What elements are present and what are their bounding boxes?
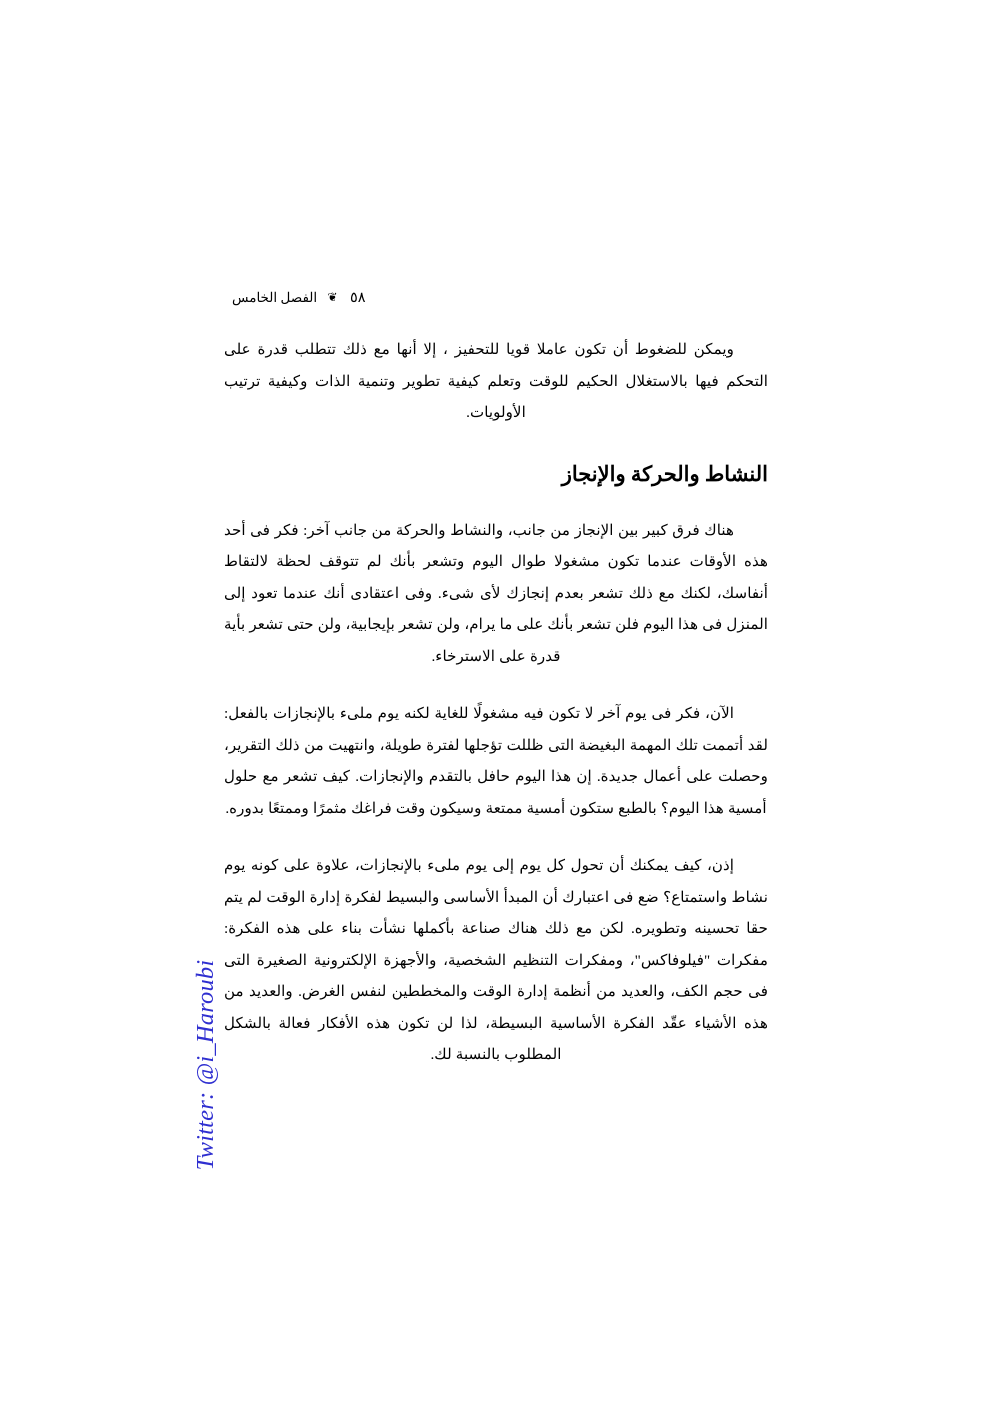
text-column: [224, 334, 768, 1071]
running-head-chapter-label: الفصل الخامس: [232, 290, 318, 305]
body-paragraph-1: ويمكن للضغوط أن تكون عاملا قويا للتحفيز ، إلا أنها مع ذلك تتطلب قدرة على التحكم فيها بالاستغلال الحكيم للوقت وتعلم كيفية تطوير وتنمية الذات وكيفية ترتيب الأولويات.: [224, 341, 768, 421]
running-head: [232, 288, 768, 308]
running-head-inner: [232, 288, 366, 308]
body-paragraph-4: إذن، كيف يمكنك أن تحول كل يوم إلى يوم ملىء بالإنجازات، علاوة على كونه يوم نشاط واستمتاع؟ ضع فى اعتبارك أن المبدأ الأساسى والبسيط لفكرة إدارة الوقت لم يتم حقا تحسينه وتطويره. لكن مع ذلك هناك صناعة بأكملها نشأت بناء على هذه الفكرة: مفكرات "فيلوفاكس"، ومفكرات التنظيم الشخصية، والأجهزة الإلكترونية الصغيرة التى فى حجم الكف، والعديد من أنظمة إدارة الوقت والمخططين لنفس الغرض. والعديد من هذه الأشياء عقّد الفكرة الأساسية البسيطة، لذا لن تكون هذه الأفكار فعالة بالشكل المطلوب بالنسبة لك.: [224, 857, 768, 1063]
body-paragraph-3: الآن، فكر فى يوم آخر لا تكون فيه مشغولًا للغاية لكنه يوم ملىء بالإنجازات بالفعل: لقد أتممت تلك المهمة البغيضة التى ظللت تؤجلها لفترة طويلة، وانتهيت من ذلك التقرير، وحصلت على أعمال جديدة. إن هذا اليوم حافل بالتقدم والإنجازات. كيف تشعر مع حلول أمسية هذا اليوم؟ بالطبع ستكون أمسية ممتعة وسيكون وقت فراغك مثمرًا وممتعًا بدوره.: [224, 705, 768, 817]
floral-ornament-icon: ❦: [327, 290, 338, 304]
page-folio-number: ٥٨: [349, 290, 366, 306]
watermark: [183, 950, 229, 1180]
section-heading-wrap: [224, 459, 768, 489]
body-paragraph-2: هناك فرق كبير بين الإنجاز من جانب، والنشاط والحركة من جانب آخر: فكر فى أحد هذه الأوقات عندما تكون مشغولا طوال اليوم وتشعر بأنك لم تتوقف لحظة لالتقاط أنفاسك، لكنك مع ذلك تشعر بعدم إنجازك لأى شىء. وفى اعتقادى أنك عندما تعود إلى المنزل فى هذا اليوم فلن تشعر بأنك على ما يرام، ولن تشعر بإيجابية، ولن حتى تشعر بأية قدرة على الاسترخاء.: [224, 521, 768, 665]
section-heading: النشاط والحركة والإنجاز: [561, 461, 768, 486]
watermark-twitter-handle: Twitter: @i_Haroubi: [192, 959, 219, 1171]
